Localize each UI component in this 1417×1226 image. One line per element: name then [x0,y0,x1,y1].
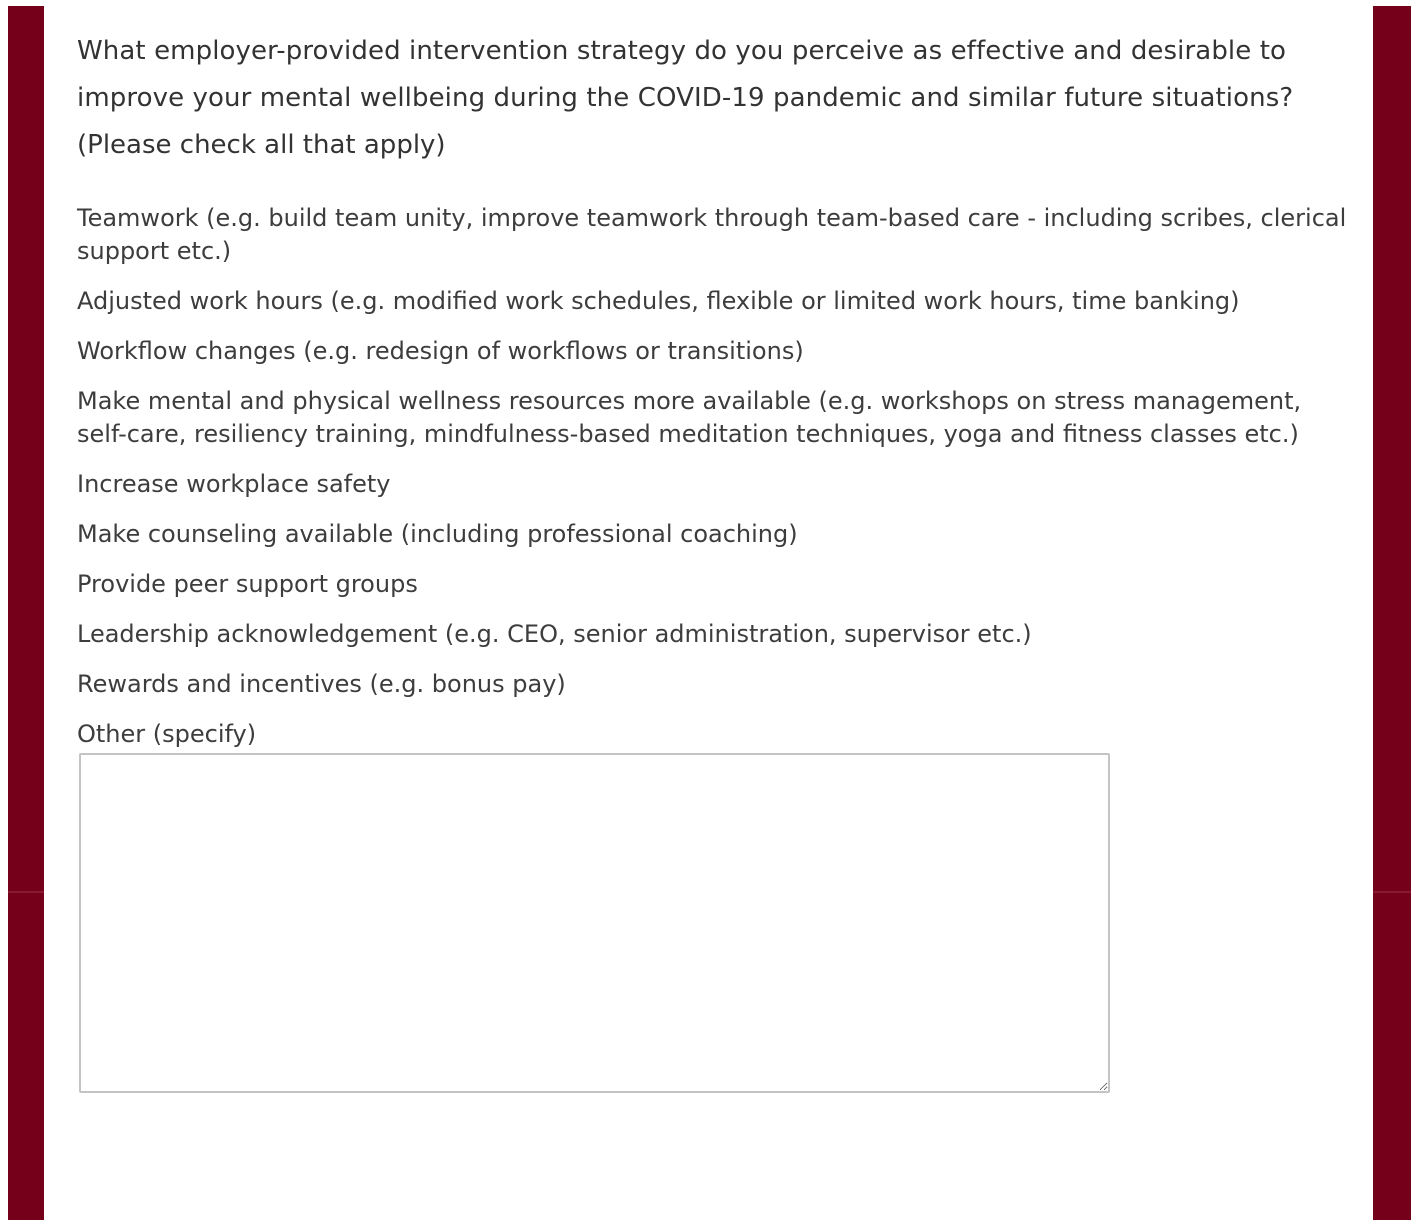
option-leadership-acknowledgement[interactable]: Leadership acknowledgement (e.g. CEO, senior administration, supervisor etc.) [77,620,1032,648]
question-instruction: (Please check all that apply) [77,130,446,160]
left-bar-seam [8,891,44,893]
right-bar-seam [1373,891,1411,893]
option-counseling[interactable]: Make counseling available (including professional coaching) [77,520,798,548]
right-accent-bar [1373,6,1411,1220]
option-workflow-changes[interactable]: Workflow changes (e.g. redesign of workflows or transitions) [77,337,804,365]
option-wellness-resources[interactable]: Make mental and physical wellness resources more available (e.g. workshops on stress management, self-care, resiliency training, mindfulness-based meditation techniques, yoga and fitness classes etc.) [77,387,1302,448]
option-teamwork[interactable]: Teamwork (e.g. build team unity, improve teamwork through team-based care - including scribes, clerical support etc.) [77,204,1347,265]
options-list [77,202,1347,751]
question-text: What employer-provided intervention strategy do you perceive as effective and desirable to improve your mental wellbeing during the COVID-19 pandemic and similar future situations? [77,36,1294,113]
option-adjusted-work-hours[interactable]: Adjusted work hours (e.g. modified work schedules, flexible or limited work hours, time banking) [77,287,1240,315]
left-accent-bar [8,6,44,1220]
option-rewards-incentives[interactable]: Rewards and incentives (e.g. bonus pay) [77,670,566,698]
option-peer-support[interactable]: Provide peer support groups [77,570,418,598]
question-block [77,28,1347,1093]
other-specify-textarea[interactable] [79,753,1110,1093]
option-workplace-safety[interactable]: Increase workplace safety [77,470,391,498]
option-other[interactable]: Other (specify) [77,720,257,748]
